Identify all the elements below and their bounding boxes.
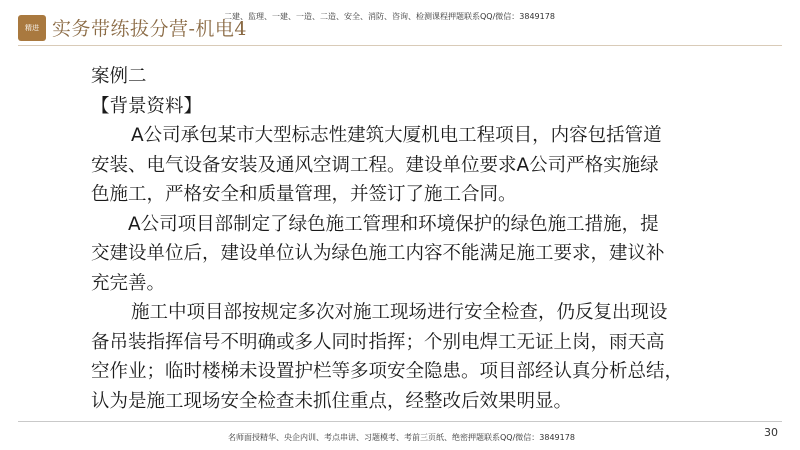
footer-contact-note: 名师面授精华、央企内训、考点串讲、习题模考、考前三页纸、绝密押题联系QQ/微信：3849178 bbox=[228, 433, 575, 442]
brand-logo-text: 精进 bbox=[25, 24, 39, 32]
paragraph-line: 备吊装指挥信号不明确或多人同时指挥；个别电焊工无证上岗，雨天高 bbox=[91, 331, 665, 353]
section-heading: 【背景资料】 bbox=[91, 95, 203, 117]
paragraph-line: 充完善。 bbox=[91, 272, 166, 294]
paragraph-line: A公司承包某市大型标志性建筑大厦机电工程项目，内容包括管道 bbox=[131, 125, 662, 146]
footer-divider bbox=[18, 421, 782, 422]
paragraph-line: 安装、电气设备安装及通风空调工程。建设单位要求A公司严格实施绿 bbox=[91, 154, 659, 176]
page-number: 30 bbox=[764, 426, 778, 439]
paragraph-line: 施工中项目部按规定多次对施工现场进行安全检查，仍反复出现设 bbox=[131, 302, 668, 323]
paragraph-line: 空作业；临时楼梯未设置护栏等多项安全隐患。项目部经认真分析总结， bbox=[91, 361, 684, 382]
case-title: 案例二 bbox=[91, 66, 147, 87]
paragraph-2 bbox=[91, 210, 711, 299]
brand-logo bbox=[18, 15, 46, 41]
paragraph-line: A公司项目部制定了绿色施工管理和环境保护的绿色施工措施，提 bbox=[128, 213, 659, 235]
header-contact-note: 二建、监理、一建、一造、二造、安全、消防、咨询、检测课程押题联系QQ/微信：3849178 bbox=[224, 12, 555, 21]
brand-title: 实务带练拔分营-机电4 bbox=[52, 18, 248, 40]
paragraph-line: 交建设单位后，建设单位认为绿色施工内容不能满足施工要求，建议补 bbox=[91, 243, 665, 264]
paragraph-line: 色施工，严格安全和质量管理，并签订了施工合同。 bbox=[91, 184, 517, 205]
slide-content bbox=[91, 62, 711, 416]
header-divider bbox=[18, 45, 782, 46]
paragraph-1 bbox=[91, 121, 711, 210]
paragraph-3 bbox=[91, 298, 711, 416]
paragraph-line: 认为是施工现场安全检查未抓住重点，经整改后效果明显。 bbox=[91, 390, 573, 412]
